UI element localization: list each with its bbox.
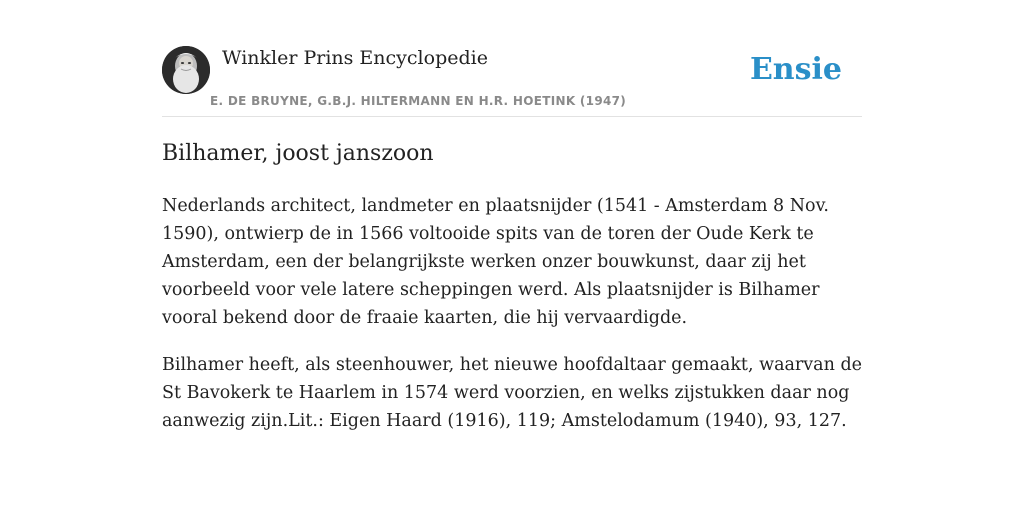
body-paragraph: Nederlands architect, landmeter en plaatsnijder (1541 - Amsterdam 8 Nov. 1590), ontwierp de in 1566 voltooide spits van de toren der Oude Kerk te Amsterdam, een der belangrijkste werken onzer bouwkunst, daar zij het voorbeeld voor vele latere scheppingen werd. Als plaatsnijder is Bilhamer vooral bekend door de fraaie kaarten, die hij vervaardigde. xyxy=(162,196,829,328)
brand-logo[interactable]: Ensie xyxy=(749,52,842,87)
avatar-icon xyxy=(162,46,210,94)
bearded-man-portrait-icon xyxy=(162,46,210,94)
source-header xyxy=(162,46,862,117)
entry-body xyxy=(162,192,862,454)
source-title[interactable]: Winkler Prins Encyclopedie xyxy=(222,47,488,69)
body-paragraph: Bilhamer heeft, als steenhouwer, het nieuwe hoofdaltaar gemaakt, waarvan de St Bavokerk te Haarlem in 1574 werd voorzien, en welks zijstukken daar nog aanwezig zijn.Lit.: Eigen Haard (1916), 119; Amstelodamum (1940), 93, 127. xyxy=(162,355,863,431)
source-authors: E. DE BRUYNE, G.B.J. HILTERMANN EN H.R. HOETINK (1947) xyxy=(210,94,627,108)
page-title: Bilhamer, joost janszoon xyxy=(162,141,434,166)
